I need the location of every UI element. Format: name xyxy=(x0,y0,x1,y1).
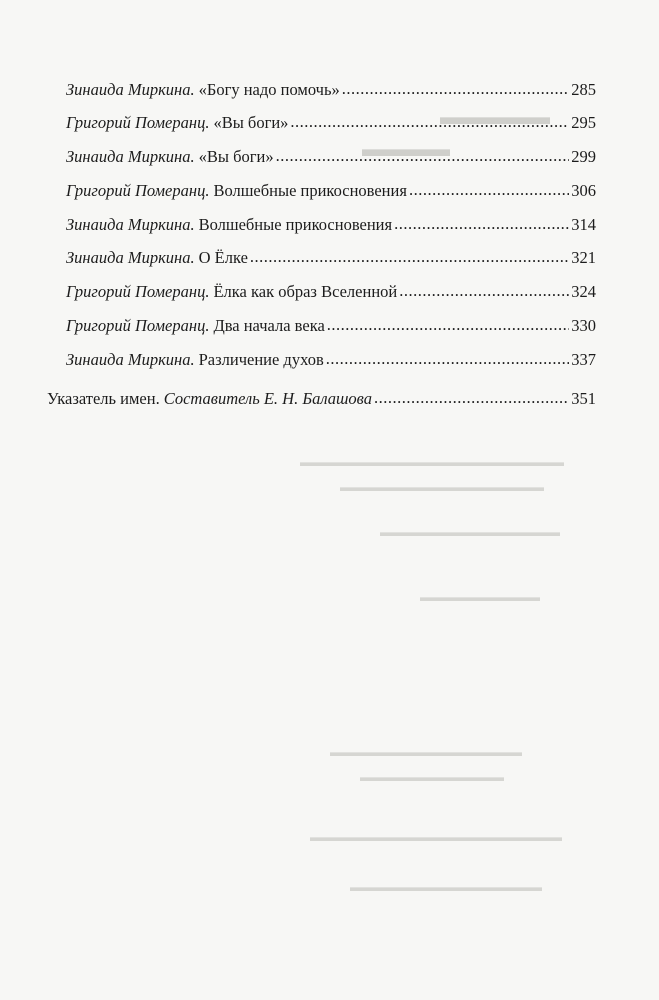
toc-entry-page-number: 285 xyxy=(571,80,596,99)
toc-index-entry[interactable] xyxy=(47,389,596,409)
toc-entry-title: «Вы боги» xyxy=(213,113,289,132)
toc-entry-title: Два начала века xyxy=(213,316,325,335)
toc-entry-author: Зинаида Миркина. xyxy=(66,215,195,234)
toc-entry-page-number: 351 xyxy=(571,389,596,408)
toc-entry-author: Григорий Померанц. xyxy=(66,113,210,132)
dot-leader xyxy=(276,146,570,166)
bleed-through-decoration: ▬▬▬▬▬▬▬▬▬▬ xyxy=(420,590,540,604)
dot-leader xyxy=(374,388,569,408)
toc-entry-page-number: 295 xyxy=(571,113,596,132)
toc-entry-page-number: 299 xyxy=(571,147,596,166)
toc-entry[interactable] xyxy=(66,113,596,133)
toc-entry-title: Волшебные прикосновения xyxy=(213,181,407,200)
toc-entry-page-number: 330 xyxy=(571,316,596,335)
toc-entry[interactable] xyxy=(66,80,596,100)
dot-leader xyxy=(394,214,569,234)
dot-leader xyxy=(250,247,569,267)
toc-entry-title: О Ёлке xyxy=(198,248,248,267)
toc-entry-author: Зинаида Миркина. xyxy=(66,147,195,166)
toc-entry-title: «Вы боги» xyxy=(198,147,274,166)
toc-entry[interactable] xyxy=(66,215,596,235)
bleed-through-decoration: ▬▬▬▬▬▬▬▬▬▬▬▬▬▬▬▬ xyxy=(350,880,542,894)
toc-entry[interactable] xyxy=(66,181,596,201)
toc-entry[interactable] xyxy=(66,350,596,370)
toc-entry-page-number: 306 xyxy=(571,181,596,200)
dot-leader xyxy=(409,180,569,200)
toc-entry[interactable] xyxy=(66,282,596,302)
dot-leader xyxy=(342,79,569,99)
toc-entry-title: «Богу надо помочь» xyxy=(198,80,340,99)
toc-entry-author: Григорий Померанц. xyxy=(66,282,210,301)
toc-entry-page-number: 314 xyxy=(571,215,596,234)
toc-entry-page-number: 337 xyxy=(571,350,596,369)
bleed-through-decoration: ▬▬▬▬ xyxy=(362,136,450,161)
toc-entry-author: Григорий Померанц. xyxy=(66,181,210,200)
toc-entry-title: Ёлка как образ Вселенной xyxy=(213,282,398,301)
bleed-through-decoration: ▬▬▬▬▬▬▬▬▬▬▬▬▬▬▬ xyxy=(380,525,560,539)
toc-entry-page-number: 321 xyxy=(571,248,596,267)
toc-entry-title: Волшебные прикосновения xyxy=(198,215,393,234)
bleed-through-decoration: ▬▬▬▬▬▬▬▬▬▬▬▬▬▬▬▬▬▬▬▬▬ xyxy=(310,830,562,844)
bleed-through-decoration: ▬▬▬▬▬▬▬▬▬▬▬▬ xyxy=(360,770,504,784)
bleed-through-decoration: ▬▬▬▬▬ xyxy=(440,104,550,129)
bleed-through-decoration: ▬▬▬▬▬▬▬▬▬▬▬▬▬▬▬▬▬ xyxy=(340,480,544,494)
dot-leader xyxy=(290,112,569,132)
index-entry-prefix: Указатель имен. xyxy=(47,389,160,408)
bleed-through-decoration: ▬▬▬▬▬▬▬▬▬▬▬▬▬▬▬▬▬▬▬▬▬▬ xyxy=(300,455,564,469)
toc-entry-page-number: 324 xyxy=(571,282,596,301)
toc-entry-author: Зинаида Миркина. xyxy=(66,350,195,369)
dot-leader xyxy=(326,349,570,369)
toc-entry-title: Различение духов xyxy=(198,350,324,369)
bleed-through-decoration: ▬▬▬▬▬▬▬▬▬▬▬▬▬▬▬▬ xyxy=(330,745,522,759)
toc-entry[interactable] xyxy=(66,248,596,268)
toc-entry[interactable] xyxy=(66,316,596,336)
index-entry-compiler: Составитель Е. Н. Балашова xyxy=(163,389,372,408)
toc-entry-author: Зинаида Миркина. xyxy=(66,80,195,99)
dot-leader xyxy=(327,315,569,335)
dot-leader xyxy=(399,281,569,301)
toc-entry[interactable] xyxy=(66,147,596,167)
toc-entry-author: Зинаида Миркина. xyxy=(66,248,195,267)
toc-entry-author: Григорий Померанц. xyxy=(66,316,210,335)
